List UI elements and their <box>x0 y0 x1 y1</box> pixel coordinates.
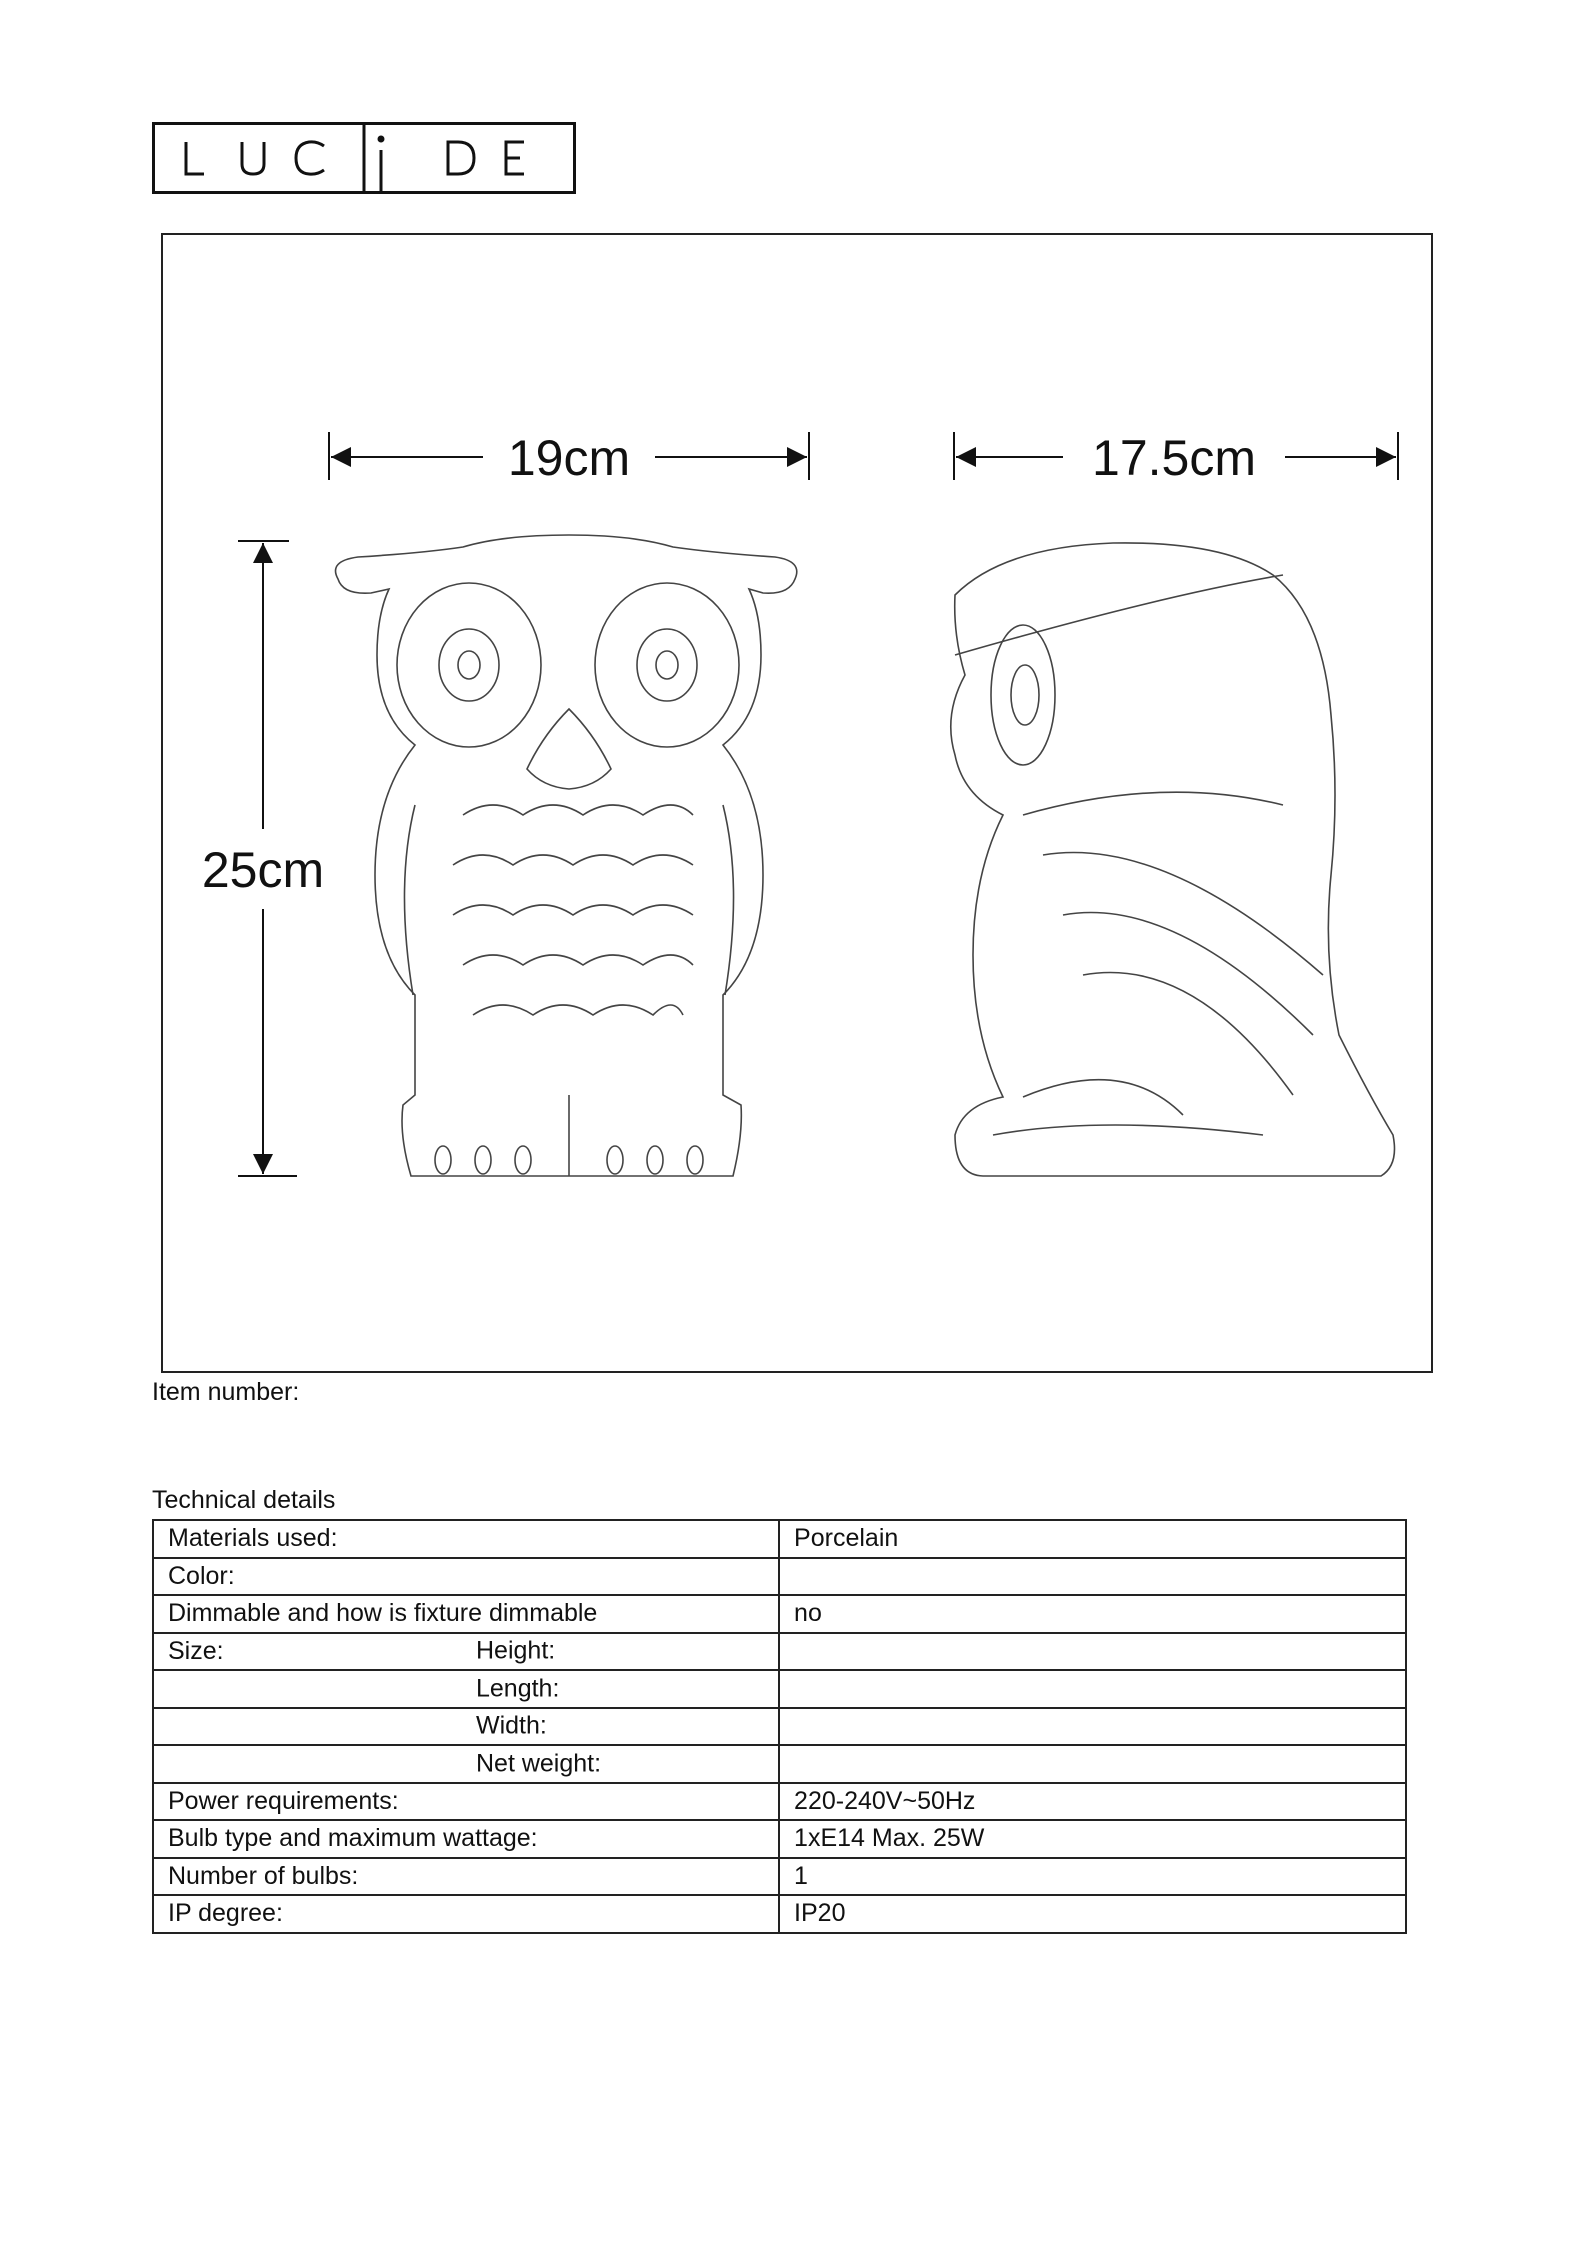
spec-value: no <box>779 1595 1406 1633</box>
spec-row <box>153 1895 1406 1933</box>
spec-sublabel: Length: <box>476 1674 560 1703</box>
spec-value: 220-240V~50Hz <box>779 1783 1406 1821</box>
spec-sublabel: Height: <box>476 1636 556 1665</box>
spec-row <box>153 1670 1406 1708</box>
spec-value: 1xE14 Max. 25W <box>779 1820 1406 1858</box>
item-number-label: Item number: <box>152 1378 300 1406</box>
spec-label-cell <box>153 1708 779 1746</box>
spec-value <box>779 1708 1406 1746</box>
spec-row <box>153 1783 1406 1821</box>
spec-row <box>153 1558 1406 1596</box>
spec-value: IP20 <box>779 1895 1406 1933</box>
spec-row <box>153 1595 1406 1633</box>
spec-label-cell <box>153 1745 779 1783</box>
spec-value: 1 <box>779 1858 1406 1896</box>
owl-front-view <box>336 535 797 1176</box>
spec-row <box>153 1633 1406 1671</box>
spec-label: Dimmable and how is fixture dimmable <box>168 1599 598 1628</box>
front-width-label: 19cm <box>507 430 631 486</box>
spec-label-cell <box>153 1820 779 1858</box>
spec-row <box>153 1820 1406 1858</box>
technical-details-table <box>152 1519 1407 1934</box>
spec-value: Porcelain <box>779 1520 1406 1558</box>
owl-side-view <box>951 543 1395 1176</box>
height-label: 25cm <box>201 842 325 898</box>
spec-row <box>153 1745 1406 1783</box>
spec-row <box>153 1708 1406 1746</box>
spec-label-cell <box>153 1520 779 1558</box>
spec-row <box>153 1520 1406 1558</box>
owl-dimension-drawing <box>163 235 1431 1371</box>
spec-label-cell <box>153 1783 779 1821</box>
spec-sublabel: Width: <box>476 1711 547 1740</box>
spec-label: Number of bulbs: <box>168 1861 359 1890</box>
spec-sublabel: Net weight: <box>476 1749 602 1778</box>
technical-details-title: Technical details <box>152 1486 336 1514</box>
spec-label-cell <box>153 1595 779 1633</box>
spec-label-cell <box>153 1670 779 1708</box>
spec-label-cell <box>153 1858 779 1896</box>
spec-label: Bulb type and maximum wattage: <box>168 1824 538 1853</box>
spec-label: Materials used: <box>168 1524 338 1553</box>
side-depth-label: 17.5cm <box>1092 430 1256 486</box>
spec-value <box>779 1745 1406 1783</box>
technical-drawing-frame <box>161 233 1433 1373</box>
spec-label: Power requirements: <box>168 1786 399 1815</box>
spec-label-cell <box>153 1558 779 1596</box>
spec-label: Color: <box>168 1561 235 1590</box>
spec-value <box>779 1558 1406 1596</box>
lucide-logo <box>152 122 576 194</box>
spec-value <box>779 1633 1406 1671</box>
spec-label: Size: <box>168 1636 224 1665</box>
spec-row <box>153 1858 1406 1896</box>
spec-label-cell <box>153 1895 779 1933</box>
spec-value <box>779 1670 1406 1708</box>
spec-label-cell <box>153 1633 779 1671</box>
spec-label: IP degree: <box>168 1899 283 1928</box>
